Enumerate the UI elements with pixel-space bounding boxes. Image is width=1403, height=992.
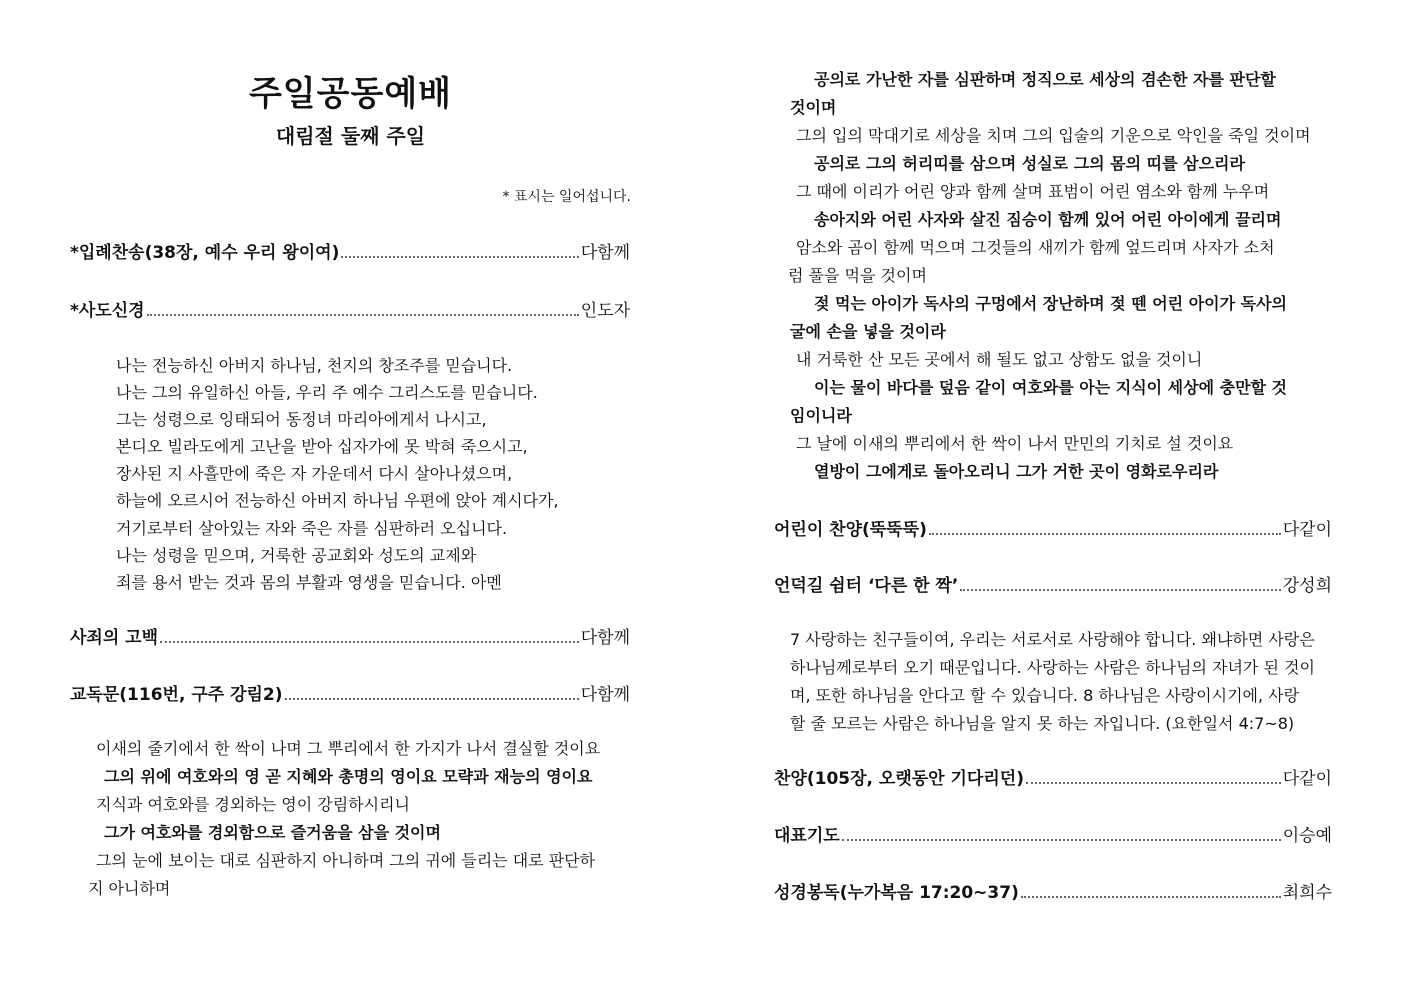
order-item-children-praise <box>774 515 1332 540</box>
responsive-reading-text <box>0 735 600 903</box>
reading-line: 지식과 여호와를 경외하는 영이 강림하시리니 <box>96 795 411 814</box>
creed-line: 거기로부터 살아있는 자와 죽은 자를 심판하러 오십니다. <box>116 518 508 538</box>
reading-line-response: 임이니라 <box>790 406 852 425</box>
paragraph-line: 며, 또한 하나님을 안다고 할 수 있습니다. 8 하나님은 사랑이시기에, 사랑 <box>790 686 1300 705</box>
responsive-reading-continued <box>702 66 1311 486</box>
order-item-opening-hymn <box>70 238 630 263</box>
paragraph-line: 할 줄 모르는 사람은 하나님을 알지 못 하는 자입니다. (요한일서 4:7~8) <box>790 714 1295 733</box>
creed-line: 그는 성령으로 잉태되어 동정녀 마리아에게서 나시고, <box>116 410 487 430</box>
order-item-hillside-rest <box>774 571 1332 596</box>
creed-text <box>116 352 559 596</box>
dot-leader <box>842 838 1281 841</box>
order-item-label: 대표기도 <box>774 826 840 846</box>
reading-line-response: 젖 먹는 아이가 독사의 구멍에서 장난하며 젖 뗀 어린 아이가 독사의 <box>814 294 1288 313</box>
order-item-leader: 인도자 <box>580 301 630 321</box>
reading-line-response: 것이며 <box>790 98 837 117</box>
dot-leader <box>160 640 579 643</box>
left-page <box>0 0 701 992</box>
creed-line: 나는 그의 유일하신 아들, 우리 주 예수 그리스도를 믿습니다. <box>116 383 538 403</box>
order-item-responsive-reading <box>70 680 630 705</box>
page-title: 주일공동예배 <box>248 74 453 114</box>
order-item-leader: 강성희 <box>1282 576 1332 596</box>
dot-leader <box>1026 781 1281 784</box>
order-item-label: 언덕길 쉼터 ‘다른 한 짝’ <box>774 576 959 596</box>
dot-leader <box>960 588 1280 591</box>
reading-line-response: 그의 위에 여호와의 영 곧 지혜와 총명의 영이요 모략과 재능의 영이요 <box>104 767 593 786</box>
right-page <box>702 0 1403 992</box>
order-item-label: 어린이 찬양(뚝뚝뚝) <box>774 520 927 540</box>
order-item-leader: 이승예 <box>1282 826 1332 846</box>
order-item-leader: 다함께 <box>580 685 630 705</box>
order-item-confession <box>70 623 630 648</box>
creed-line: 죄를 용서 받는 것과 몸의 부활과 영생을 믿습니다. 아멘 <box>116 572 502 592</box>
scripture-paragraph <box>790 626 1336 738</box>
paragraph-line: 7 사랑하는 친구들이여, 우리는 서로서로 사랑해야 합니다. 왜냐하면 사랑은 <box>790 630 1315 649</box>
order-item-leader: 다같이 <box>1282 520 1332 540</box>
order-item-scripture-reading <box>774 878 1332 903</box>
reading-line-response: 그가 여호와를 경외함으로 즐거움을 삼을 것이며 <box>104 823 441 842</box>
dot-leader <box>929 532 1281 535</box>
reading-line: 암소와 곰이 함께 먹으며 그것들의 새끼가 함께 엎드리며 사자가 소처 <box>796 238 1275 257</box>
reading-line: 그의 입의 막대기로 세상을 치며 그의 입술의 기운으로 악인을 죽일 것이며 <box>796 126 1311 145</box>
reading-line-response: 열방이 그에게로 돌아오리니 그가 거한 곳이 영화로우리라 <box>814 462 1219 481</box>
reading-line-response: 송아지와 어린 사자와 살진 짐승이 함께 있어 어린 아이에게 끌리며 <box>814 210 1282 229</box>
order-item-representative-prayer <box>774 821 1332 846</box>
order-item-leader: 다함께 <box>580 628 630 648</box>
creed-line: 나는 전능하신 아버지 하나님, 천지의 창조주를 믿습니다. <box>116 356 513 375</box>
order-item-leader: 다같이 <box>1282 769 1332 789</box>
reading-line: 그의 눈에 보이는 대로 심판하지 아니하며 그의 귀에 들리는 대로 판단하 <box>96 851 596 870</box>
reading-line: 그 날에 이새의 뿌리에서 한 싹이 나서 만민의 기치로 설 것이요 <box>796 434 1234 453</box>
paragraph-line: 하나님께로부터 오기 때문입니다. 사랑하는 사람은 하나님의 자녀가 된 것이 <box>790 658 1315 677</box>
dot-leader <box>285 697 579 700</box>
reading-line: 이새의 줄기에서 한 싹이 나며 그 뿌리에서 한 가지가 나서 결실할 것이요 <box>96 739 601 758</box>
order-item-label: 사죄의 고백 <box>70 628 159 648</box>
reading-line-response: 공의로 그의 허리띠를 삼으며 성실로 그의 몸의 띠를 삼으리라 <box>814 154 1245 173</box>
reading-line: 지 아니하며 <box>88 879 171 898</box>
reading-line: 내 거룩한 산 모든 곳에서 해 될도 없고 상함도 없을 것이니 <box>796 350 1203 369</box>
order-item-leader: 최희수 <box>1282 883 1332 903</box>
dot-leader <box>147 313 579 316</box>
order-item-leader: 다함께 <box>580 243 630 263</box>
creed-line: 하늘에 오르시어 전능하신 아버지 하나님 우편에 앉아 계시다가, <box>116 491 559 511</box>
order-item-label: *사도신경 <box>70 301 145 321</box>
creed-line: 본디오 빌라도에게 고난을 받아 십자가에 못 박혀 죽으시고, <box>116 437 528 457</box>
order-item-label: 교독문(116번, 구주 강림2) <box>70 685 283 705</box>
creed-line: 장사된 지 사흘만에 죽은 자 가운데서 다시 살아나셨으며, <box>116 464 513 484</box>
standing-note: * 표시는 일어섭니다. <box>502 189 631 205</box>
page-subtitle: 대림절 둘째 주일 <box>275 124 426 148</box>
order-item-label: *입례찬송(38장, 예수 우리 왕이여) <box>70 243 340 263</box>
reading-line: 그 때에 이리가 어린 양과 함께 살며 표범이 어린 염소와 함께 누우며 <box>796 182 1270 201</box>
order-item-apostles-creed <box>70 296 630 321</box>
reading-line-response: 공의로 가난한 자를 심판하며 정직으로 세상의 겸손한 자를 판단할 <box>814 70 1276 89</box>
reading-line-response: 이는 물이 바다를 덮음 같이 여호와를 아는 지식이 세상에 충만할 것 <box>814 378 1288 397</box>
creed-line: 나는 성령을 믿으며, 거룩한 공교회와 성도의 교제와 <box>116 545 477 565</box>
reading-line-response: 굴에 손을 넣을 것이라 <box>790 322 946 341</box>
dot-leader <box>1021 895 1281 898</box>
dot-leader <box>341 255 578 258</box>
order-item-label: 성경봉독(누가복음 17:20~37) <box>774 883 1019 903</box>
order-item-praise-hymn <box>774 764 1332 789</box>
order-item-label: 찬양(105장, 오랫동안 기다리던) <box>774 769 1024 789</box>
reading-line: 럼 풀을 먹을 것이며 <box>788 266 927 285</box>
